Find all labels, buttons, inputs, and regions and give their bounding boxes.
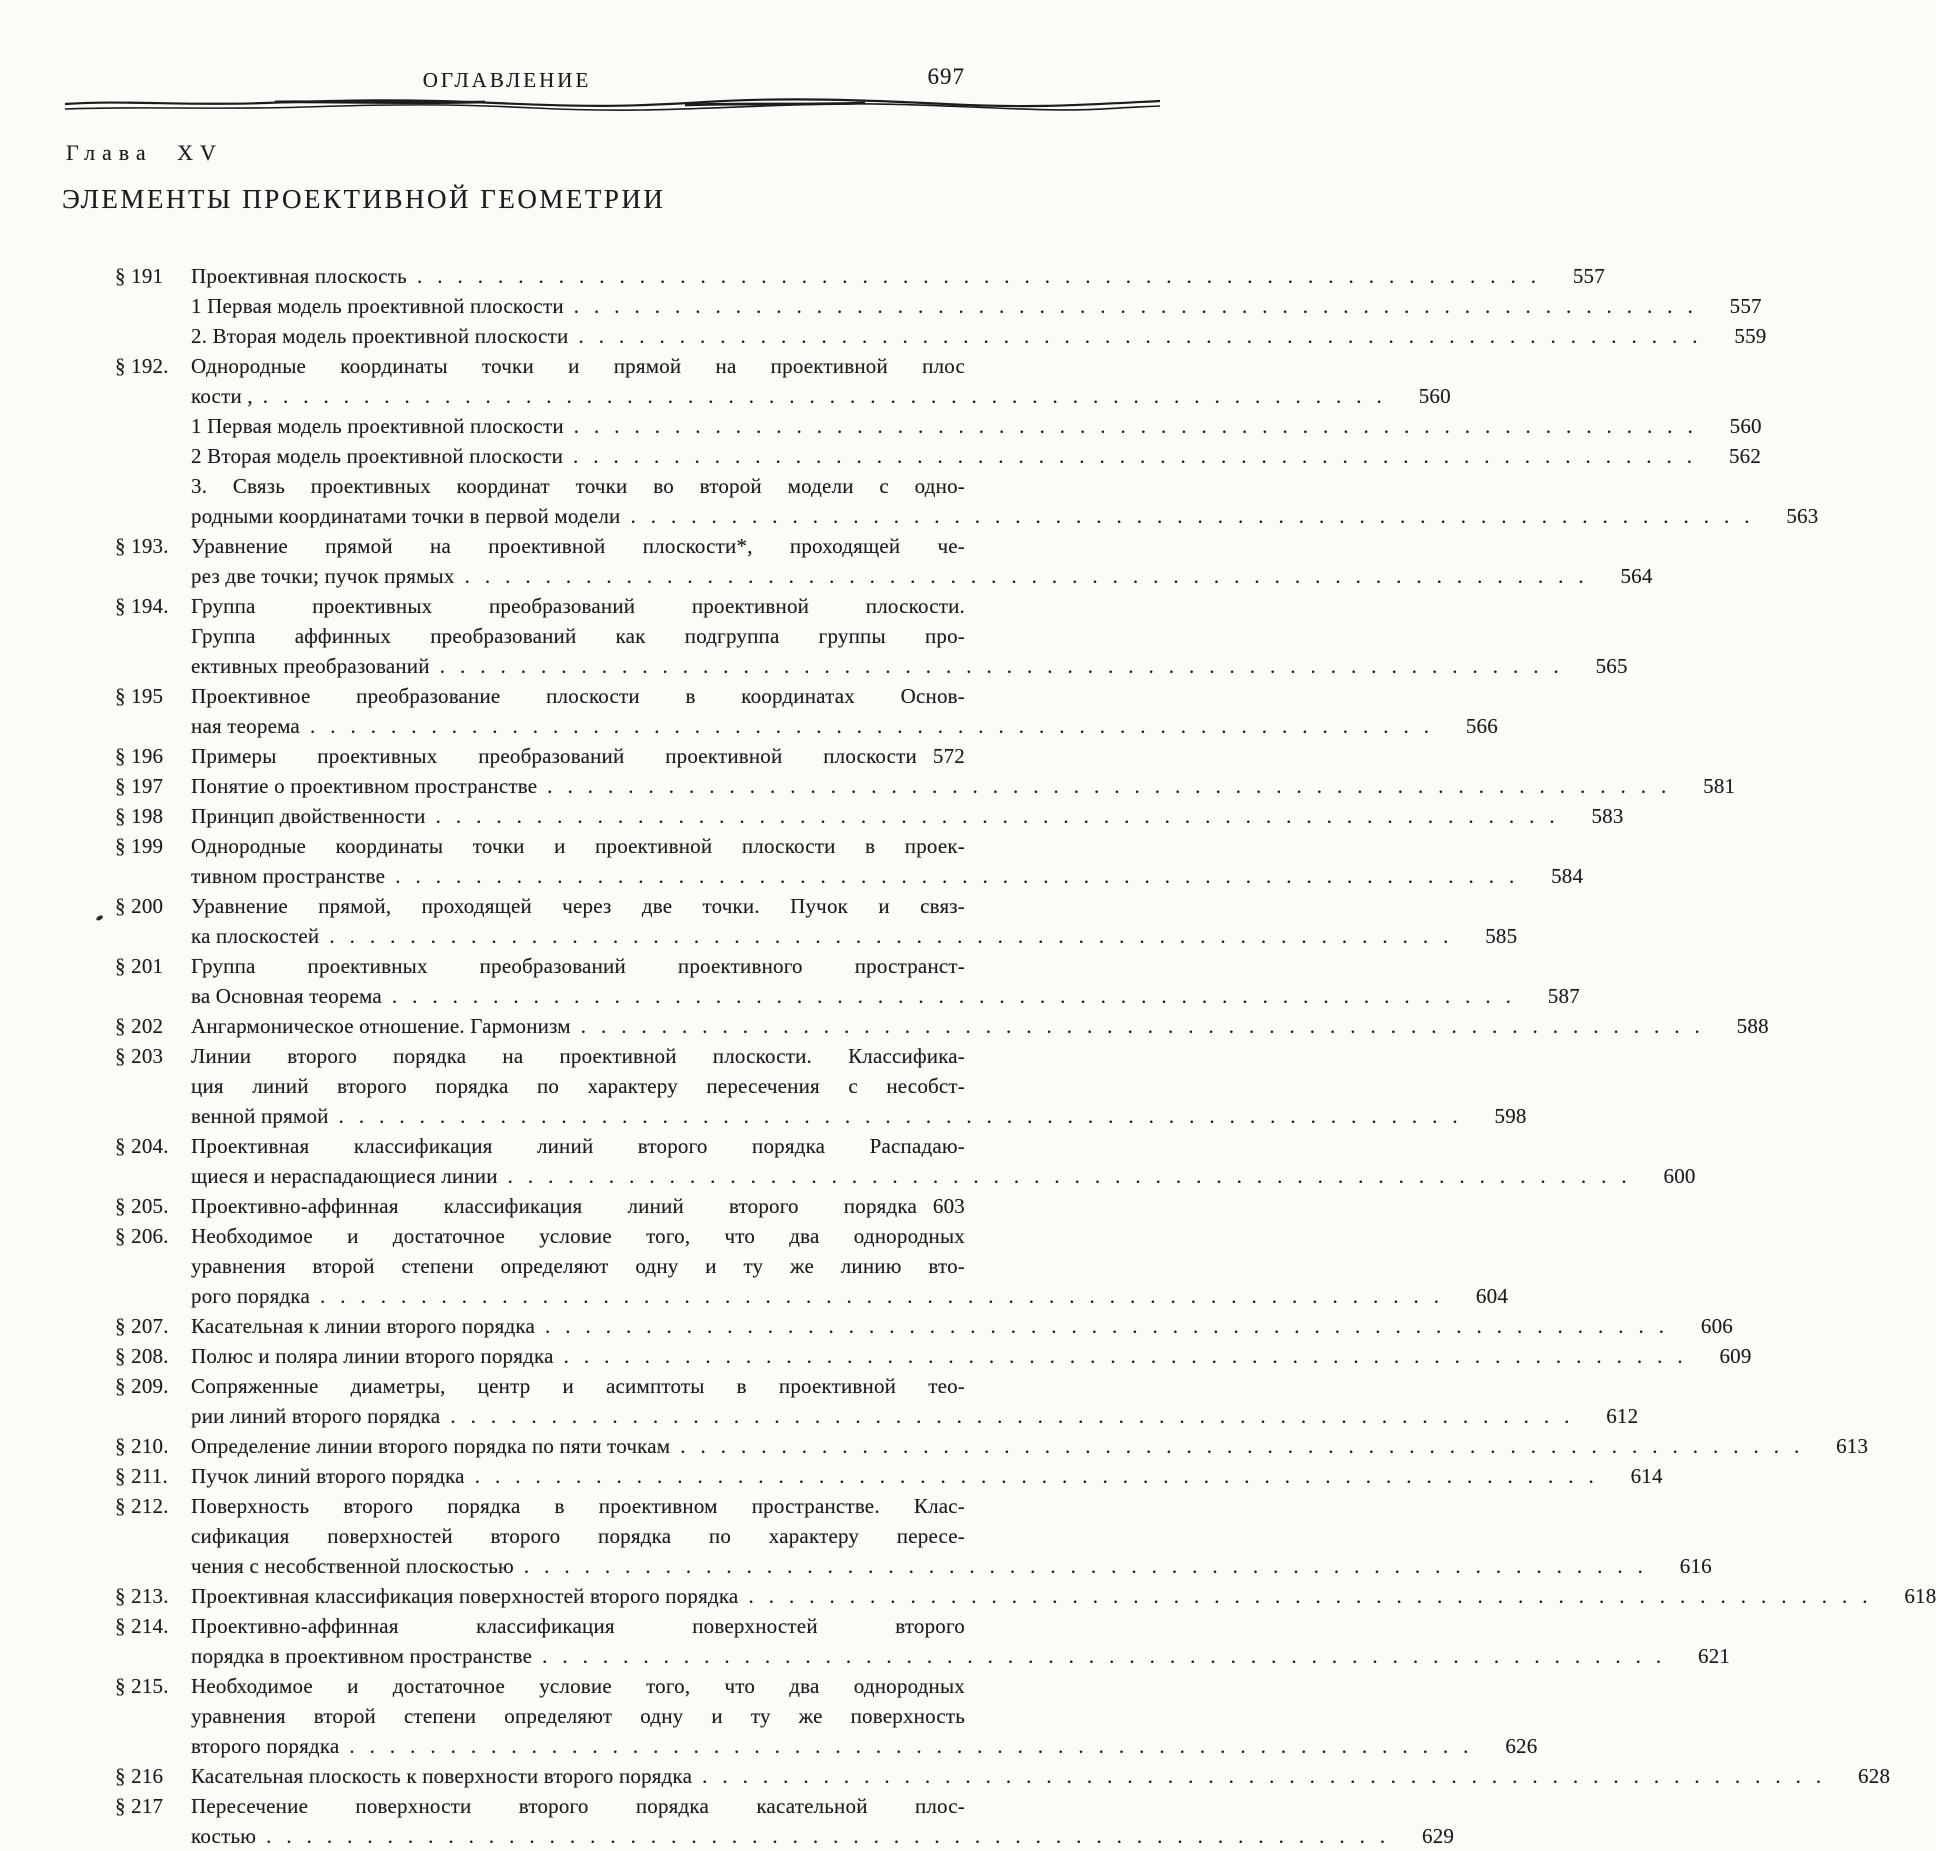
- toc-line-text: второго порядка: [191, 1734, 340, 1758]
- toc-line-text: порядка в проективном пространстве: [191, 1644, 533, 1668]
- toc-line: [115, 1521, 965, 1551]
- chapter-title: ЭЛЕМЕНТЫ ПРОЕКТИВНОЙ ГЕОМЕТРИИ: [62, 184, 666, 214]
- dot-leaders: [542, 1641, 1676, 1671]
- toc-entry: [115, 1431, 1869, 1461]
- toc-line: [115, 561, 1653, 591]
- toc-entry: [115, 1371, 1639, 1431]
- toc-line-text: Проективная классификация поверхностей второго порядка: [191, 1584, 739, 1608]
- toc-page-number: 584: [1551, 864, 1584, 888]
- toc-line: [115, 1041, 965, 1071]
- toc-entry: [115, 681, 1498, 741]
- dot-leaders: [417, 261, 1551, 291]
- toc-line: [115, 1191, 965, 1221]
- toc-line: [115, 1281, 1509, 1311]
- toc-page-number: 626: [1505, 1734, 1538, 1758]
- toc-page-number: 618: [1904, 1584, 1936, 1608]
- toc-line-text: Группа проективных преобразований проективной плоскости.: [191, 594, 965, 618]
- toc-page-number: 581: [1703, 774, 1736, 798]
- toc-page-number: 616: [1679, 1554, 1712, 1578]
- toc-line: [115, 501, 1819, 531]
- toc-page-number: 566: [1465, 714, 1498, 738]
- toc-entry-number: § 202: [115, 1014, 164, 1038]
- toc-line: [115, 1731, 1538, 1761]
- toc-line: [115, 1551, 1712, 1581]
- dot-leaders: [339, 1101, 1473, 1131]
- toc-line-text: кости ,: [191, 384, 253, 408]
- toc-line: [115, 1671, 965, 1701]
- toc-page-number: 565: [1595, 654, 1628, 678]
- toc-line: [115, 1131, 965, 1161]
- toc-page-number: 563: [1786, 504, 1819, 528]
- toc-entry: [115, 1311, 1733, 1341]
- toc-page-number: 560: [1418, 384, 1451, 408]
- running-header-title: ОГЛАВЛЕНИЕ: [422, 68, 592, 92]
- toc-line-text: Проективно-аффинная классификация поверхностей второго: [191, 1614, 965, 1638]
- toc-line-text: Проективная плоскость: [191, 264, 407, 288]
- dot-leaders: [524, 1551, 1658, 1581]
- toc-page-number: 557: [1572, 264, 1605, 288]
- toc-entry-number: § 207.: [115, 1314, 169, 1338]
- toc-entry-number: § 213.: [115, 1584, 169, 1608]
- toc-entry: [115, 1491, 1712, 1581]
- toc-line: [115, 1401, 1639, 1431]
- toc-line-text: Ангармоническое отношение. Гармонизм: [191, 1014, 571, 1038]
- toc-entry: [115, 261, 1767, 351]
- dot-leaders: [475, 1461, 1609, 1491]
- toc-page-number: 603: [932, 1194, 965, 1218]
- toc-line-text: Однородные координаты точки и проективной плоскости в проек-: [191, 834, 965, 858]
- dot-leaders: [329, 921, 1463, 951]
- toc-line-text: ная теорема: [191, 714, 300, 738]
- dot-leaders: [465, 561, 1599, 591]
- toc-entry: [115, 1221, 1509, 1311]
- toc-line-text: Проективная классификация линий второго порядка Распадаю-: [191, 1134, 965, 1158]
- toc-line-text: Группа проективных преобразований проективного пространст-: [191, 954, 965, 978]
- toc-page-number: 614: [1630, 1464, 1663, 1488]
- toc-entry: [115, 1341, 1752, 1371]
- toc-line-text: Однородные координаты точки и прямой на проективной плос: [191, 354, 965, 378]
- toc-line-text: Полюс и поляра линии второго порядка: [191, 1344, 554, 1368]
- dot-leaders: [579, 321, 1713, 351]
- toc-line: [115, 1761, 1891, 1791]
- toc-line-text: Проективное преобразование плоскости в координатах Основ-: [191, 684, 965, 708]
- toc-line: [115, 891, 965, 921]
- toc-page-number: 598: [1494, 1104, 1527, 1128]
- toc-page-number: 587: [1547, 984, 1580, 1008]
- toc-line: [115, 1011, 1769, 1041]
- toc-line-text: уравнения второй степени определяют одну и ту же поверхность: [191, 1704, 965, 1728]
- toc-line: [115, 1161, 1696, 1191]
- toc-line: [115, 1641, 1731, 1671]
- dot-leaders: [680, 1431, 1814, 1461]
- toc-line: [115, 741, 965, 771]
- toc-line-text: Пересечение поверхности второго порядка касательной плос-: [191, 1794, 965, 1818]
- toc-line-text: Уравнение прямой, проходящей через две точки. Пучок и связ-: [191, 894, 965, 918]
- toc-entry-number: § 208.: [115, 1344, 169, 1368]
- toc-entry: [115, 1011, 1769, 1041]
- toc-entry-number: § 201: [115, 954, 164, 978]
- toc-entry-number: § 192.: [115, 354, 169, 378]
- toc-line: [115, 1251, 965, 1281]
- toc-line-text: рии линий второго порядка: [191, 1404, 441, 1428]
- toc-entry-number: § 204.: [115, 1134, 169, 1158]
- toc-entry: [115, 1581, 1936, 1611]
- toc-entry-number: § 203: [115, 1044, 164, 1068]
- toc-line: [115, 831, 965, 861]
- toc-line: [115, 801, 1624, 831]
- toc-entry: [115, 1791, 1455, 1851]
- toc-line-text: Необходимое и достаточное условие того, что два однородных: [191, 1224, 965, 1248]
- dot-leaders: [581, 1011, 1715, 1041]
- toc-entry-number: § 214.: [115, 1614, 169, 1638]
- toc-line-text: 2. Вторая модель проективной плоскости: [191, 324, 569, 348]
- toc-entry: [115, 771, 1736, 801]
- toc-line-text: рого порядка: [191, 1284, 311, 1308]
- toc-line-text: щиеся и нераспадающиеся линии: [191, 1164, 498, 1188]
- toc-line-text: Понятие о проективном пространстве: [191, 774, 538, 798]
- toc-entry-number: § 210.: [115, 1434, 169, 1458]
- toc-entry-number: § 191: [115, 264, 164, 288]
- dot-leaders: [564, 1341, 1698, 1371]
- dot-leaders: [320, 1281, 1454, 1311]
- toc-line-text: Линии второго порядка на проективной плоскости. Классифика-: [191, 1044, 965, 1068]
- toc-page-number: 572: [932, 744, 965, 768]
- toc-line: [115, 1071, 965, 1101]
- toc-line-text: венной прямой: [191, 1104, 329, 1128]
- toc-line: [115, 1101, 1527, 1131]
- toc-line: [115, 921, 1518, 951]
- toc-entry: [115, 531, 1653, 591]
- toc-line: [115, 1371, 965, 1401]
- toc-line-text: Группа аффинных преобразований как подгруппа группы про-: [191, 624, 965, 648]
- dot-leaders: [545, 1311, 1679, 1341]
- toc-entry-number: § 212.: [115, 1494, 169, 1518]
- toc-line-text: Необходимое и достаточное условие того, что два однородных: [191, 1674, 965, 1698]
- toc-line: [115, 471, 965, 501]
- toc-entry: [115, 1671, 1538, 1761]
- toc-line: [115, 1341, 1752, 1371]
- toc-line: [115, 1461, 1663, 1491]
- toc-page-number: 613: [1836, 1434, 1869, 1458]
- toc-page-number: 600: [1663, 1164, 1696, 1188]
- toc-line: [115, 1491, 965, 1521]
- toc-line: [115, 291, 1762, 321]
- toc-line-text: Касательная плоскость к поверхности второго порядка: [191, 1764, 693, 1788]
- dot-leaders: [266, 1821, 1400, 1851]
- toc-line-text: Сопряженные диаметры, центр и асимптоты в проективной тео-: [191, 1374, 965, 1398]
- toc-page-number: 612: [1606, 1404, 1639, 1428]
- toc-line-text: рез две точки; пучок прямых: [191, 564, 455, 588]
- toc-line: [115, 1221, 965, 1251]
- toc-line: [115, 321, 1767, 351]
- toc-line: [115, 981, 1580, 1011]
- toc-line: [115, 1821, 1455, 1851]
- toc-entry-number: § 209.: [115, 1374, 169, 1398]
- toc-entry: [115, 1131, 1696, 1191]
- toc-line: [115, 1611, 965, 1641]
- toc-line: [115, 441, 1762, 471]
- dot-leaders: [395, 861, 1529, 891]
- toc-line-text: ка плоскостей: [191, 924, 320, 948]
- toc-line-text: 2 Вторая модель проективной плоскости: [191, 444, 564, 468]
- toc-line-text: Касательная к линии второго порядка: [191, 1314, 535, 1338]
- dot-leaders: [748, 1581, 1882, 1611]
- toc-page-number: 629: [1422, 1824, 1455, 1848]
- toc-line-text: Примеры проективных преобразований проективной плоскости: [191, 744, 917, 768]
- toc-page-number: 621: [1698, 1644, 1731, 1668]
- toc-entry: [115, 1191, 965, 1221]
- toc-entry-number: § 211.: [115, 1464, 168, 1488]
- toc-page-number: 564: [1620, 564, 1653, 588]
- toc-line-text: чения с несобственной плоскостью: [191, 1554, 514, 1578]
- toc-line: [115, 771, 1736, 801]
- dot-leaders: [310, 711, 1444, 741]
- toc-entry-number: § 197: [115, 774, 164, 798]
- dot-leaders: [574, 291, 1708, 321]
- toc-line-text: 3. Связь проективных координат точки во второй модели с одно-: [191, 474, 965, 498]
- toc-line-text: Проективно-аффинная классификация линий второго порядка: [191, 1194, 917, 1218]
- toc-line-text: Уравнение прямой на проективной плоскости*, проходящей че-: [191, 534, 965, 558]
- toc-line: [115, 1311, 1733, 1341]
- toc-entry-number: § 199: [115, 834, 164, 858]
- toc-entry: [115, 891, 1518, 951]
- toc-entry: [115, 591, 1628, 681]
- toc-entry-number: § 194.: [115, 594, 169, 618]
- toc-line: [115, 1431, 1869, 1461]
- toc-entry-number: § 205.: [115, 1194, 169, 1218]
- toc-list: [115, 261, 1936, 1851]
- toc-entry-number: § 206.: [115, 1224, 169, 1248]
- toc-page-number: 562: [1728, 444, 1762, 468]
- toc-line-text: сификация поверхностей второго порядка по характеру пересе-: [191, 1524, 965, 1548]
- toc-line: [115, 861, 1584, 891]
- toc-line: [115, 1791, 965, 1821]
- scan-speck: [95, 915, 103, 922]
- dot-leaders: [263, 381, 1397, 411]
- toc-page-number: 557: [1729, 294, 1762, 318]
- toc-entry-number: § 216: [115, 1764, 164, 1788]
- toc-entry-number: § 215.: [115, 1674, 169, 1698]
- toc-line: [115, 951, 965, 981]
- toc-entry-number: § 217: [115, 1794, 164, 1818]
- toc-line-text: Принцип двойственности: [191, 804, 426, 828]
- toc-entry-number: § 200: [115, 894, 164, 918]
- toc-entry: [115, 1041, 1527, 1131]
- toc-page-number: 606: [1700, 1314, 1733, 1338]
- toc-line: [115, 411, 1762, 441]
- toc-entry-number: § 196: [115, 744, 164, 768]
- toc-page-number: 628: [1858, 1764, 1891, 1788]
- header-rule: [65, 96, 1160, 112]
- dot-leaders: [349, 1731, 1483, 1761]
- toc-line: [115, 1701, 965, 1731]
- toc-line-text: родными координатами точки в первой модели: [191, 504, 621, 528]
- dot-leaders: [630, 501, 1764, 531]
- toc-entry: [115, 1611, 1731, 1671]
- toc-entry-number: § 198: [115, 804, 164, 828]
- toc-line: [115, 711, 1498, 741]
- toc-line: [115, 651, 1628, 681]
- toc-line: [115, 621, 965, 651]
- toc-line-text: 1 Первая модель проективной плоскости: [191, 414, 564, 438]
- toc-line: [115, 531, 965, 561]
- dot-leaders: [574, 411, 1708, 441]
- toc-line: [115, 351, 965, 381]
- dot-leaders: [573, 441, 1707, 471]
- toc-line-text: Пучок линий второго порядка: [191, 1464, 465, 1488]
- dot-leaders: [508, 1161, 1642, 1191]
- toc-line-text: ва Основная теорема: [191, 984, 382, 1008]
- toc-line: [115, 591, 965, 621]
- toc-line-text: Поверхность второго порядка в проективном пространстве. Клас-: [191, 1494, 965, 1518]
- dot-leaders: [436, 801, 1570, 831]
- toc-page-number: 604: [1475, 1284, 1509, 1308]
- toc-entry: [115, 351, 1819, 531]
- toc-line: [115, 261, 1605, 291]
- dot-leaders: [702, 1761, 1836, 1791]
- toc-entry: [115, 831, 1584, 891]
- dot-leaders: [450, 1401, 1584, 1431]
- toc-entry: [115, 801, 1624, 831]
- dot-leaders: [440, 651, 1574, 681]
- toc-entry-number: § 193.: [115, 534, 169, 558]
- toc-line-text: уравнения второй степени определяют одну и ту же линию вто-: [191, 1254, 965, 1278]
- running-header-page-number: 697: [927, 64, 965, 89]
- toc-line-text: костью: [191, 1824, 257, 1848]
- toc-line: [115, 381, 1451, 411]
- toc-line: [115, 1581, 1936, 1611]
- dot-leaders: [392, 981, 1526, 1011]
- toc-page-number: 560: [1729, 414, 1762, 438]
- toc-entry: [115, 951, 1580, 1011]
- toc-entry-number: § 195: [115, 684, 164, 708]
- toc-line: [115, 681, 965, 711]
- toc-page-number: 609: [1719, 1344, 1752, 1368]
- toc-page-number: 583: [1591, 804, 1624, 828]
- toc-line-text: ективных преобразований: [191, 654, 430, 678]
- chapter-label: Глава XV: [66, 140, 223, 165]
- toc-entry: [115, 1761, 1891, 1791]
- toc-line-text: Определение линии второго порядка по пяти точкам: [191, 1434, 671, 1458]
- toc-page-number: 585: [1485, 924, 1518, 948]
- dot-leaders: [547, 771, 1681, 801]
- toc-page-number: 588: [1736, 1014, 1769, 1038]
- toc-line-text: тивном пространстве: [191, 864, 386, 888]
- toc-entry: [115, 1461, 1663, 1491]
- toc-line-text: 1 Первая модель проективной плоскости: [191, 294, 564, 318]
- toc-entry: [115, 741, 965, 771]
- toc-page-number: 559: [1734, 324, 1767, 348]
- toc-line-text: ция линий второго порядка по характеру пересечения с несобст-: [191, 1074, 965, 1098]
